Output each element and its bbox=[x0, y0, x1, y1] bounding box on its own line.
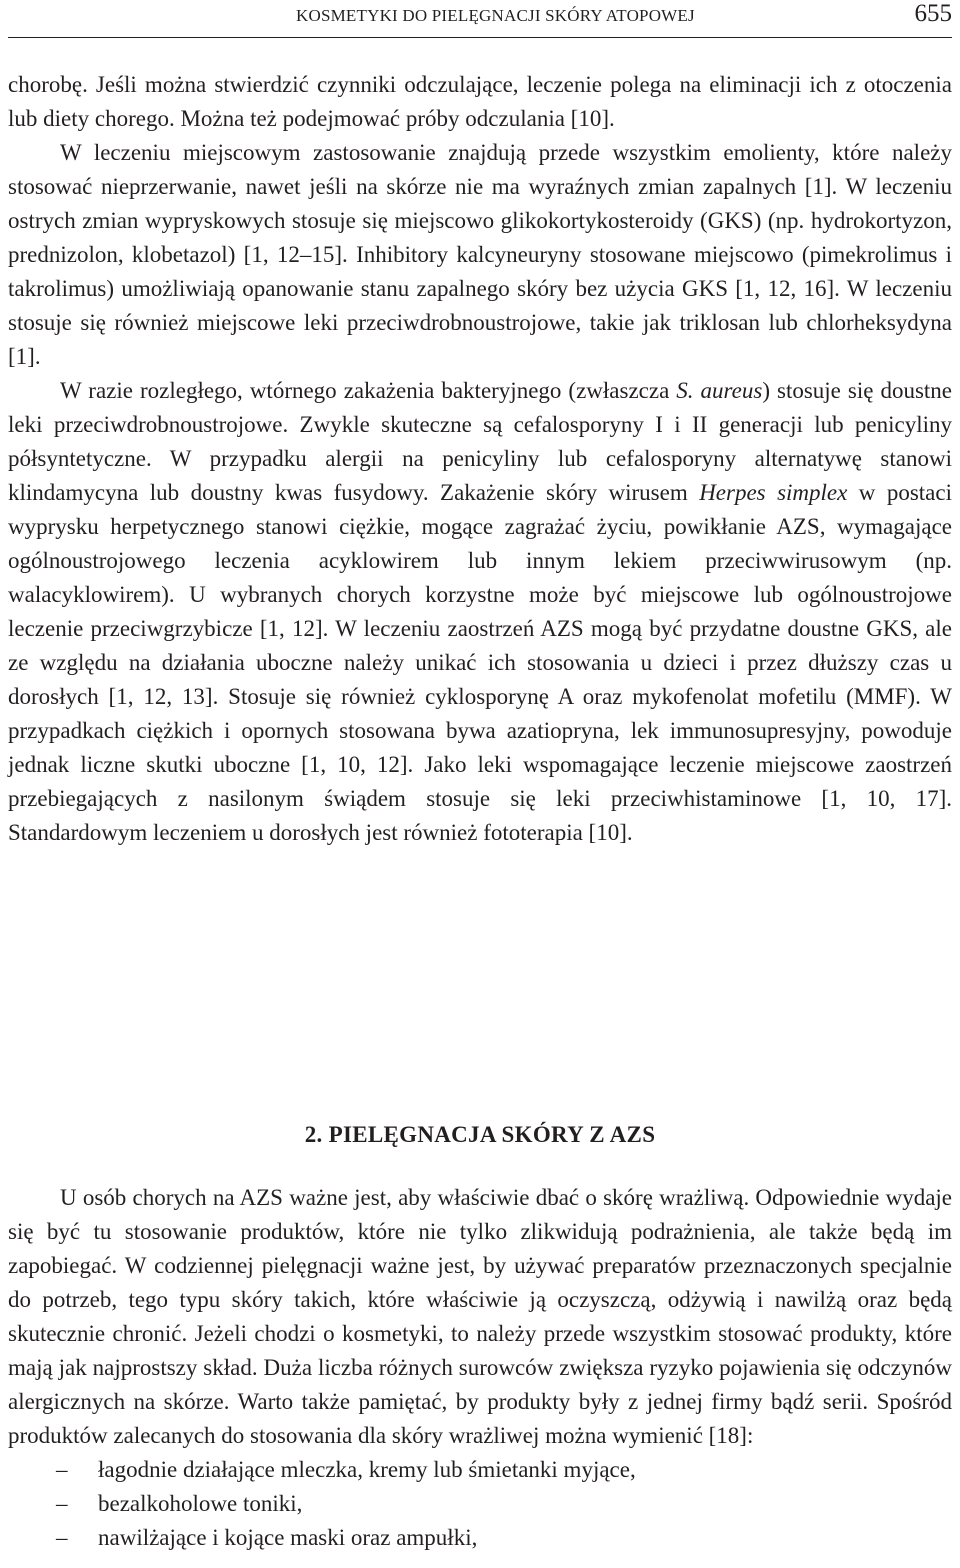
list-dash: – bbox=[56, 1457, 68, 1482]
text-run: W razie rozległego, wtórnego zakażenia bakteryjnego (zwłaszcza bbox=[60, 378, 677, 403]
running-title: KOSMETYKI DO PIELĘGNACJI SKÓRY ATOPOWEJ bbox=[296, 6, 695, 25]
italic-species-name: S. aureus bbox=[676, 378, 763, 403]
section-skin-care bbox=[8, 1181, 952, 1555]
section-heading: 2. PIELĘGNACJA SKÓRY Z AZS bbox=[304, 1122, 656, 1147]
list-item bbox=[8, 1521, 952, 1555]
list-item-text: łagodnie działające mleczka, kremy lub śmietanki myjące, bbox=[98, 1457, 636, 1482]
list-item-text: nawilżające i kojące maski oraz ampułki, bbox=[98, 1525, 478, 1550]
text-run: ) stosuje się doustne leki przeciwdrobnoustrojowe. Zwykle skuteczne są cefalosporyny I i II generacji lub penicyliny półsyntetyczne. W przypadku alergii na penicyliny lub cefalosporyny alternatywę stanowi klindamycyna lub doustny kwas fusydowy. Zakażenie skóry wirusem bbox=[8, 378, 953, 505]
list-item bbox=[8, 1453, 952, 1487]
page-number: 655 bbox=[914, 0, 952, 27]
list-dash: – bbox=[56, 1491, 68, 1516]
list-item-text: bezalkoholowe toniki, bbox=[98, 1491, 303, 1516]
header-rule bbox=[8, 37, 952, 38]
page-body bbox=[8, 68, 953, 1550]
running-header bbox=[8, 0, 952, 40]
italic-virus-name: Herpes simplex bbox=[699, 480, 848, 505]
list-item bbox=[8, 1487, 952, 1521]
text-run: w postaci wyprysku herpetycznego stanowi ciężkie, mogące zagrażać życiu, powikłanie AZS, wymagające ogólnoustrojowego leczenia acyklowirem lub innym lekiem przeciwwirusowym (np. walacyklowirem). U wybranych chorych korzystne może być miejscowe lub ogólnoustrojowe leczenie przeciwgrzybicze [1, 12]. W leczeniu zaostrzeń AZS mogą być przydatne doustne GKS, ale ze względu na działania uboczne należy unikać ich stosowania u dzieci i przez dłuższy czas u dorosłych [1, 12, 13]. Stosuje się również cyklosporynę A oraz mykofenolat mofetilu (MMF). W przypadkach ciężkich i opornych stosowana bywa azatiopryna, lek immunosupresyjny, powoduje jednak liczne skutki uboczne [1, 10, 12]. Jako leki wspomagające leczenie miejscowe zaostrzeń przebiegających z nasilonym świądem stosuje się leki przeciwhistaminowe [1, 10, 17]. Standardowym leczeniem u dorosłych jest również fototerapia [10]. bbox=[8, 480, 952, 845]
paragraph-skin-care: U osób chorych na AZS ważne jest, aby właściwie dbać o skórę wrażliwą. Odpowiednie wydaje się być tu stosowanie produktów, które nie tylko zlikwidują podrażnienia, ale także będą im zapobiegać. W codziennej pielęgnacji ważne jest, by używać preparatów przeznaczonych specjalnie do potrzeb, tego typu skóry takich, które właściwie ją oczyszczą, odżywią i nawilżą oraz będą skutecznie chronić. Jeżeli chodzi o kosmetyki, to należy przede wszystkim stosować produkty, które mają jak najprostszy skład. Duża liczba różnych surowców zwiększa ryzyko pojawienia się odczynów alergicznych na skórze. Warto także pamiętać, by produkty były z jednej firmy bądź serii. Spośród produktów zalecanych do stosowania dla skóry wrażliwej można wymienić [18]: bbox=[8, 1185, 952, 1448]
paragraph-infection-treatment bbox=[8, 374, 952, 850]
paragraph-continuation: chorobę. Jeśli można stwierdzić czynniki odczulające, leczenie polega na eliminacji ich z otoczenia lub diety chorego. Można też podejmować próby odczulania [10]. bbox=[8, 72, 952, 131]
product-list bbox=[8, 1453, 952, 1555]
list-dash: – bbox=[56, 1525, 68, 1550]
paragraph-local-treatment: W leczeniu miejscowym zastosowanie znajdują przede wszystkim emolienty, które należy stosować nieprzerwanie, nawet jeśli na skórze nie ma wyraźnych zmian zapalnych [1]. W leczeniu ostrych zmian wypryskowych stosuje się miejscowo glikokortykosteroidy (GKS) (np. hydrokortyzon, prednizolon, klobetazol) [1, 12–15]. Inhibitory kalcyneuryny stosowane miejscowo (pimekrolimus i takrolimus) umożliwiają opanowanie stanu zapalnego skóry bez użycia GKS [1, 12, 16]. W leczeniu stosuje się również miejscowe leki przeciwdrobnoustrojowe, takie jak triklosan lub chlorheksydyna [1]. bbox=[8, 140, 952, 369]
